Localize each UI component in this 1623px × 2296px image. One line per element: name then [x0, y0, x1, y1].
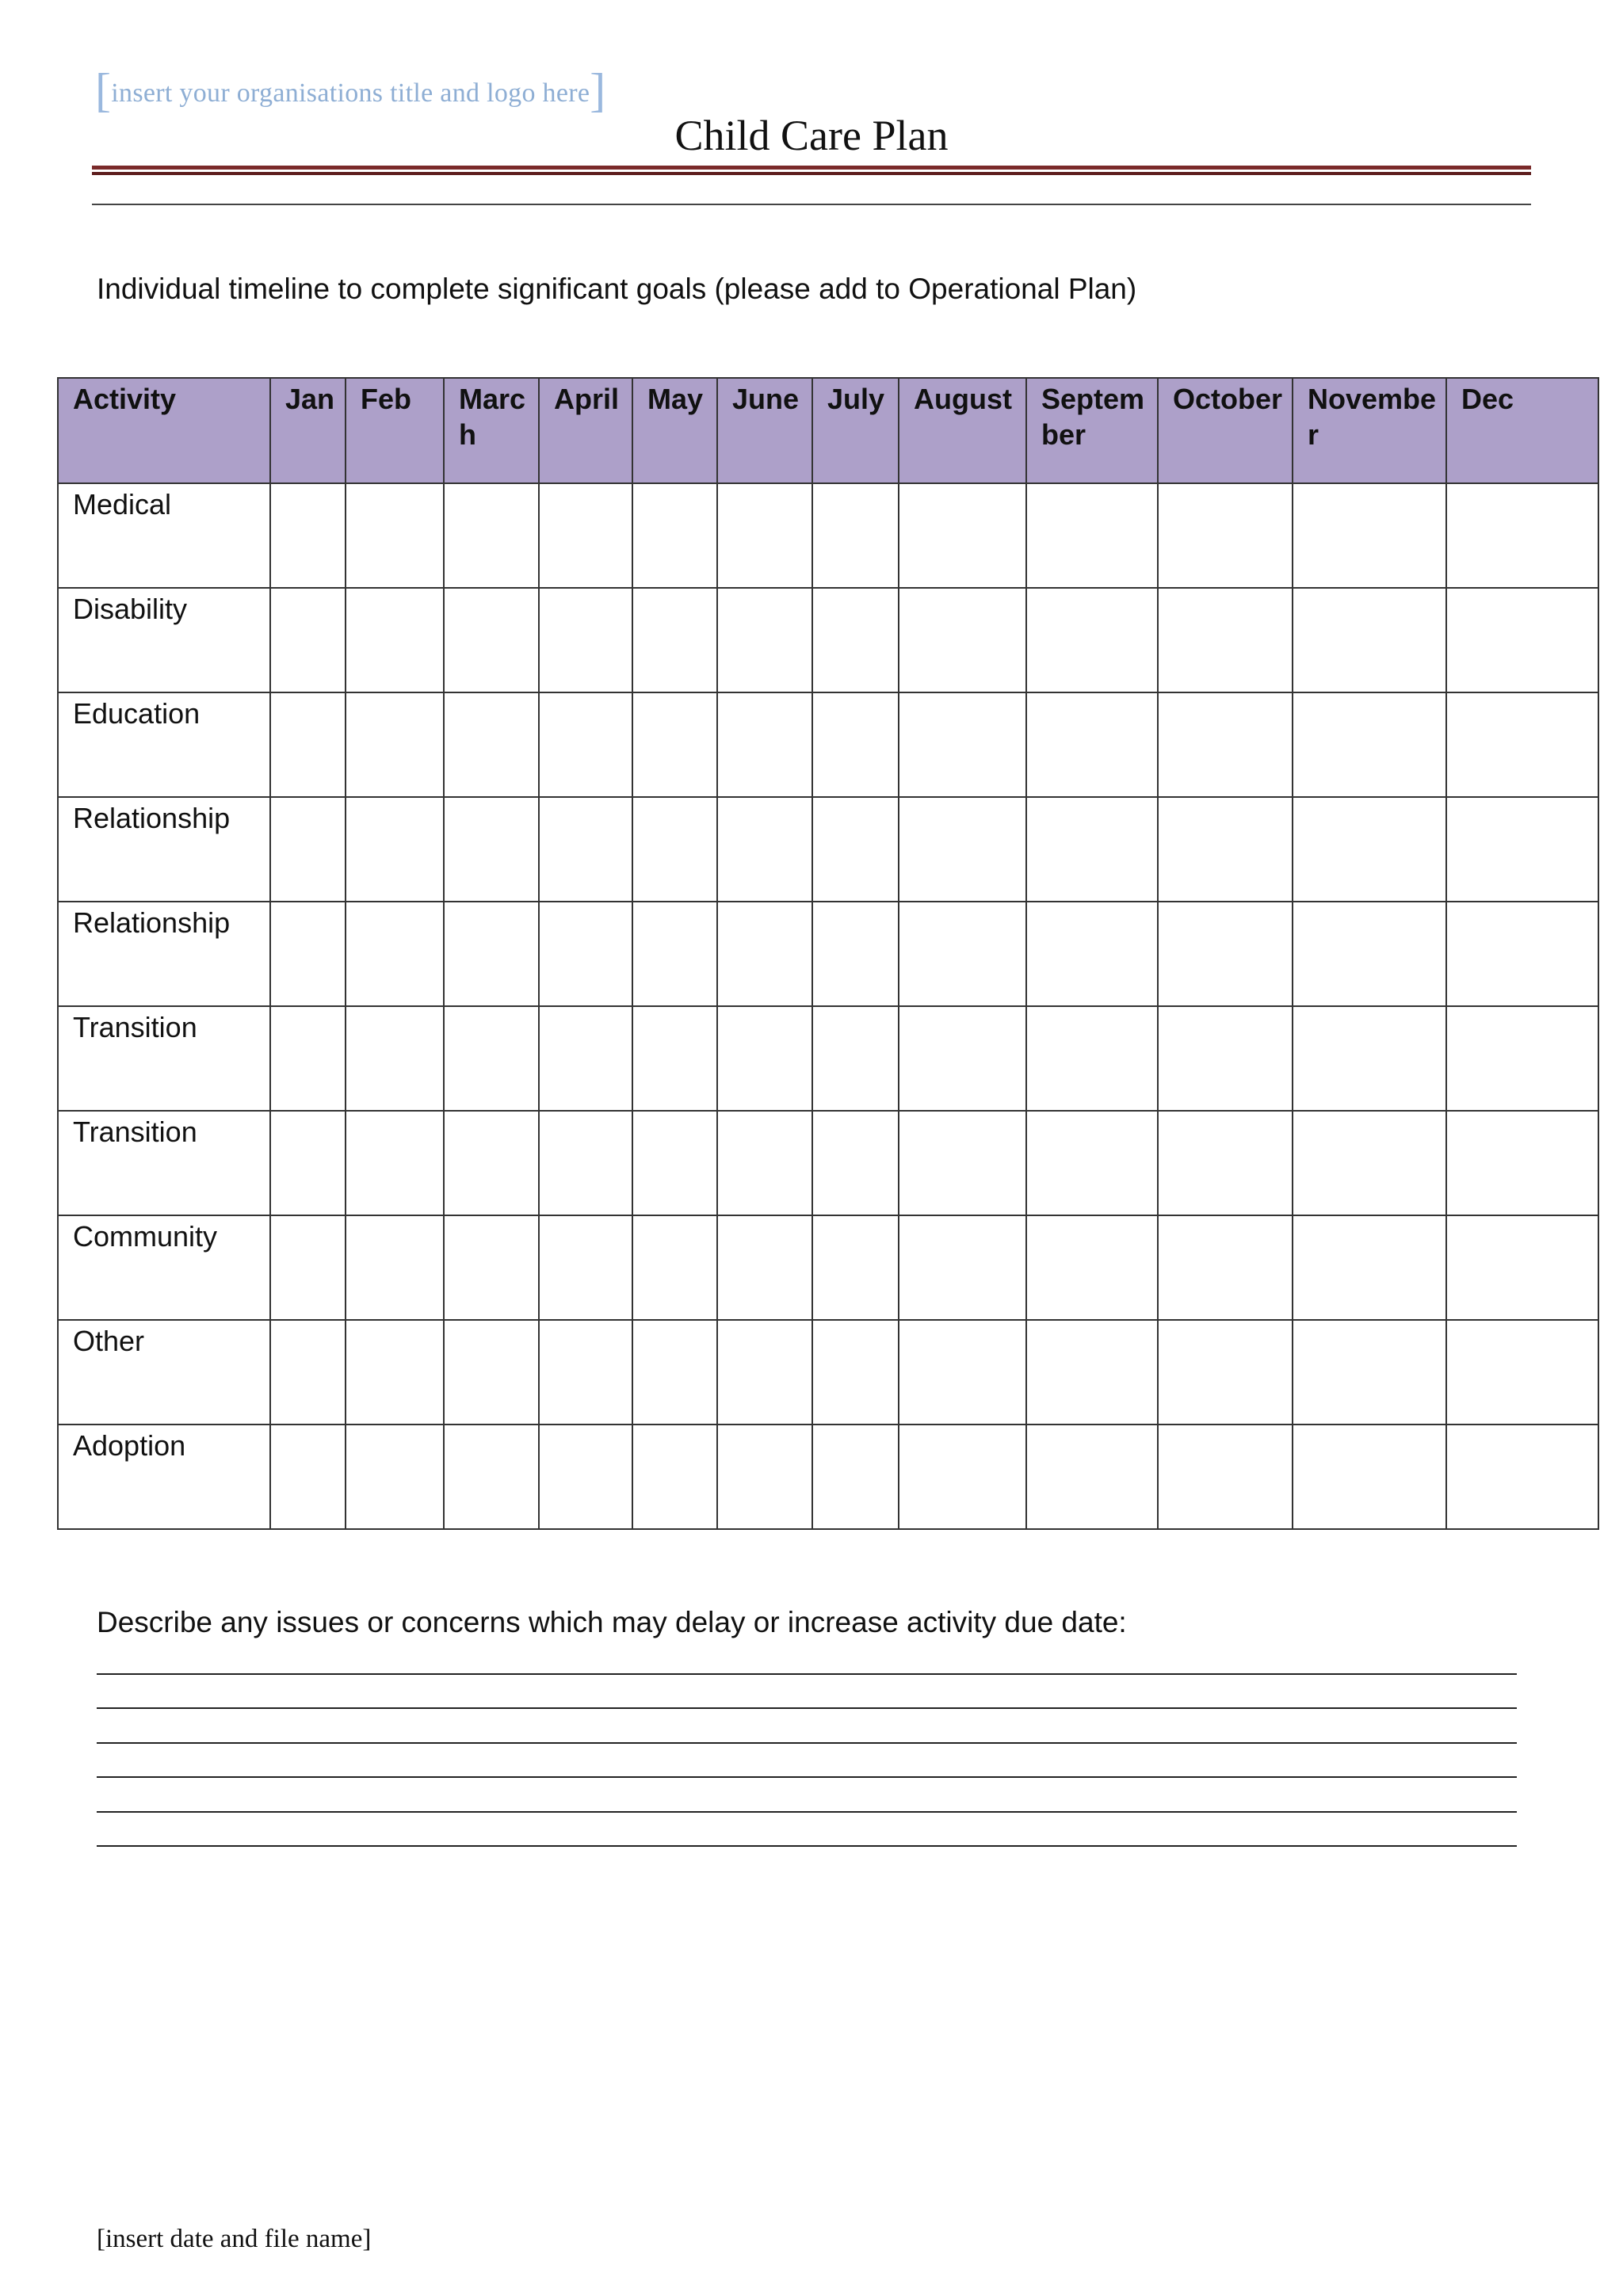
timeline-cell[interactable]: [270, 1320, 346, 1425]
timeline-cell[interactable]: [717, 1320, 812, 1425]
column-header-month: September: [1026, 378, 1158, 483]
timeline-cell[interactable]: [899, 588, 1026, 692]
writing-line[interactable]: [97, 1742, 1517, 1744]
timeline-cell[interactable]: [899, 797, 1026, 902]
timeline-cell[interactable]: [1158, 588, 1293, 692]
timeline-cell[interactable]: [632, 692, 717, 797]
activity-label: Medical: [58, 483, 270, 588]
footer-placeholder: [insert date and file name]: [97, 2225, 372, 2253]
org-title-placeholder: [95, 63, 606, 118]
activity-label: Other: [58, 1320, 270, 1425]
activity-label: Relationship: [58, 797, 270, 902]
timeline-cell[interactable]: [444, 1320, 539, 1425]
timeline-cell[interactable]: [1446, 1006, 1598, 1111]
timeline-cell[interactable]: [812, 1425, 899, 1529]
timeline-cell[interactable]: [444, 692, 539, 797]
timeline-cell[interactable]: [632, 902, 717, 1006]
timeline-cell[interactable]: [899, 902, 1026, 1006]
timeline-cell[interactable]: [270, 1215, 346, 1320]
timeline-cell[interactable]: [539, 588, 632, 692]
column-header-month: August: [899, 378, 1026, 483]
timeline-cell[interactable]: [1026, 1111, 1158, 1215]
timeline-cell[interactable]: [346, 1425, 444, 1529]
timeline-cell[interactable]: [1446, 1215, 1598, 1320]
timeline-cell[interactable]: [270, 1425, 346, 1529]
timeline-cell[interactable]: [1446, 692, 1598, 797]
timeline-cell[interactable]: [539, 902, 632, 1006]
activity-label: Disability: [58, 588, 270, 692]
timeline-cell[interactable]: [1158, 1425, 1293, 1529]
timeline-cell[interactable]: [1293, 588, 1446, 692]
header-rule-top: [92, 166, 1531, 170]
timeline-cell[interactable]: [1026, 902, 1158, 1006]
document-title: Child Care Plan: [674, 112, 949, 159]
timeline-cell[interactable]: [899, 1006, 1026, 1111]
column-header-month: Feb: [346, 378, 444, 483]
timeline-cell[interactable]: [1026, 1006, 1158, 1111]
timeline-cell[interactable]: [812, 1320, 899, 1425]
timeline-cell[interactable]: [812, 1111, 899, 1215]
timeline-cell[interactable]: [717, 902, 812, 1006]
timeline-cell[interactable]: [899, 692, 1026, 797]
timeline-cell[interactable]: [812, 692, 899, 797]
timeline-cell[interactable]: [444, 1006, 539, 1111]
org-placeholder-text: insert your organisations title and logo here: [111, 78, 590, 108]
timeline-cell[interactable]: [1293, 902, 1446, 1006]
timeline-cell[interactable]: [1026, 483, 1158, 588]
column-header-month: November: [1293, 378, 1446, 483]
activity-label: Education: [58, 692, 270, 797]
timeline-cell[interactable]: [270, 483, 346, 588]
concerns-label: Describe any issues or concerns which may delay or increase activity due date:: [97, 1606, 1127, 1638]
activity-label: Transition: [58, 1006, 270, 1111]
column-header-month: March: [444, 378, 539, 483]
column-header-month: July: [812, 378, 899, 483]
timeline-cell[interactable]: [444, 1215, 539, 1320]
writing-line[interactable]: [97, 1776, 1517, 1778]
timeline-cell[interactable]: [1293, 1425, 1446, 1529]
timeline-cell[interactable]: [346, 1320, 444, 1425]
activity-label: Relationship: [58, 902, 270, 1006]
timeline-cell[interactable]: [717, 1006, 812, 1111]
timeline-cell[interactable]: [1158, 1006, 1293, 1111]
timeline-cell[interactable]: [1446, 588, 1598, 692]
table-row: [58, 1111, 1598, 1215]
timeline-cell[interactable]: [899, 1425, 1026, 1529]
timeline-cell[interactable]: [717, 692, 812, 797]
table-row: [58, 797, 1598, 902]
timeline-cell[interactable]: [812, 483, 899, 588]
timeline-cell[interactable]: [632, 483, 717, 588]
timeline-cell[interactable]: [539, 483, 632, 588]
timeline-cell[interactable]: [1026, 588, 1158, 692]
bracket-open: [: [95, 64, 112, 116]
writing-line[interactable]: [97, 1673, 1517, 1675]
column-header-month: May: [632, 378, 717, 483]
timeline-cell[interactable]: [444, 902, 539, 1006]
table-body: [58, 483, 1598, 1529]
table-row: [58, 1425, 1598, 1529]
table-row: [58, 1320, 1598, 1425]
timeline-cell[interactable]: [1293, 692, 1446, 797]
timeline-cell[interactable]: [1158, 692, 1293, 797]
timeline-cell[interactable]: [632, 1425, 717, 1529]
timeline-cell[interactable]: [1293, 1111, 1446, 1215]
timeline-cell[interactable]: [539, 1006, 632, 1111]
column-header-month: June: [717, 378, 812, 483]
timeline-cell[interactable]: [346, 1215, 444, 1320]
table-header-row: [58, 378, 1598, 483]
bracket-close: ]: [590, 64, 606, 116]
timeline-cell[interactable]: [1293, 1320, 1446, 1425]
table-row: [58, 902, 1598, 1006]
timeline-cell[interactable]: [270, 797, 346, 902]
activity-timeline-table: [57, 377, 1599, 1530]
timeline-cell[interactable]: [346, 1111, 444, 1215]
table-row: [58, 588, 1598, 692]
timeline-cell[interactable]: [717, 1215, 812, 1320]
timeline-cell[interactable]: [1158, 1111, 1293, 1215]
table-row: [58, 692, 1598, 797]
timeline-cell[interactable]: [1446, 797, 1598, 902]
timeline-cell[interactable]: [1158, 797, 1293, 902]
timeline-cell[interactable]: [1293, 1215, 1446, 1320]
timeline-cell[interactable]: [1158, 1215, 1293, 1320]
timeline-cell[interactable]: [444, 588, 539, 692]
timeline-cell[interactable]: [1026, 1215, 1158, 1320]
timeline-cell[interactable]: [1026, 797, 1158, 902]
timeline-cell[interactable]: [812, 588, 899, 692]
timeline-cell[interactable]: [632, 1320, 717, 1425]
timeline-cell[interactable]: [632, 1215, 717, 1320]
timeline-cell[interactable]: [812, 902, 899, 1006]
header-rule-thin: [92, 204, 1531, 205]
table-row: [58, 1215, 1598, 1320]
timeline-cell[interactable]: [346, 1006, 444, 1111]
timeline-cell[interactable]: [812, 1215, 899, 1320]
timeline-cell[interactable]: [899, 1111, 1026, 1215]
timeline-cell[interactable]: [717, 1111, 812, 1215]
timeline-cell[interactable]: [539, 1425, 632, 1529]
timeline-cell[interactable]: [539, 1111, 632, 1215]
timeline-cell[interactable]: [1446, 1425, 1598, 1529]
timeline-cell[interactable]: [717, 588, 812, 692]
timeline-cell[interactable]: [1026, 1320, 1158, 1425]
table-row: [58, 1006, 1598, 1111]
timeline-cell[interactable]: [632, 588, 717, 692]
timeline-cell[interactable]: [717, 797, 812, 902]
timeline-cell[interactable]: [270, 902, 346, 1006]
timeline-cell[interactable]: [346, 797, 444, 902]
timeline-cell[interactable]: [346, 483, 444, 588]
column-header-month: Dec: [1446, 378, 1598, 483]
table-row: [58, 483, 1598, 588]
timeline-cell[interactable]: [899, 1320, 1026, 1425]
column-header-month: April: [539, 378, 632, 483]
timeline-cell[interactable]: [270, 1006, 346, 1111]
timeline-cell[interactable]: [346, 692, 444, 797]
column-header-month: October: [1158, 378, 1293, 483]
timeline-cell[interactable]: [346, 588, 444, 692]
timeline-cell[interactable]: [812, 797, 899, 902]
timeline-cell[interactable]: [717, 1425, 812, 1529]
writing-line[interactable]: [97, 1707, 1517, 1709]
header-rule-bottom: [92, 172, 1531, 175]
timeline-cell[interactable]: [632, 797, 717, 902]
timeline-cell[interactable]: [1293, 797, 1446, 902]
timeline-cell[interactable]: [632, 1006, 717, 1111]
timeline-cell[interactable]: [899, 1215, 1026, 1320]
timeline-cell[interactable]: [812, 1006, 899, 1111]
column-header-month: Jan: [270, 378, 346, 483]
timeline-cell[interactable]: [539, 1320, 632, 1425]
timeline-cell[interactable]: [717, 483, 812, 588]
timeline-cell[interactable]: [1026, 1425, 1158, 1529]
timeline-cell[interactable]: [346, 902, 444, 1006]
timeline-cell[interactable]: [1446, 1320, 1598, 1425]
timeline-cell[interactable]: [539, 692, 632, 797]
activity-label: Adoption: [58, 1425, 270, 1529]
column-header-activity: Activity: [58, 378, 270, 483]
timeline-cell[interactable]: [1158, 902, 1293, 1006]
timeline-cell[interactable]: [899, 483, 1026, 588]
timeline-cell[interactable]: [1158, 1320, 1293, 1425]
timeline-cell[interactable]: [444, 1425, 539, 1529]
timeline-cell[interactable]: [444, 797, 539, 902]
timeline-cell[interactable]: [270, 588, 346, 692]
timeline-cell[interactable]: [1026, 692, 1158, 797]
timeline-cell[interactable]: [539, 797, 632, 902]
timeline-cell[interactable]: [444, 1111, 539, 1215]
timeline-cell[interactable]: [539, 1215, 632, 1320]
writing-line[interactable]: [97, 1845, 1517, 1847]
timeline-cell[interactable]: [270, 692, 346, 797]
activity-label: Community: [58, 1215, 270, 1320]
timeline-cell[interactable]: [1158, 483, 1293, 588]
activity-label: Transition: [58, 1111, 270, 1215]
timeline-cell[interactable]: [1293, 483, 1446, 588]
timeline-cell[interactable]: [1293, 1006, 1446, 1111]
timeline-cell[interactable]: [1446, 902, 1598, 1006]
timeline-cell[interactable]: [1446, 1111, 1598, 1215]
intro-text: Individual timeline to complete significant goals (please add to Operational Plan): [97, 273, 1137, 305]
writing-line[interactable]: [97, 1811, 1517, 1813]
timeline-cell[interactable]: [270, 1111, 346, 1215]
timeline-cell[interactable]: [632, 1111, 717, 1215]
timeline-cell[interactable]: [1446, 483, 1598, 588]
timeline-cell[interactable]: [444, 483, 539, 588]
